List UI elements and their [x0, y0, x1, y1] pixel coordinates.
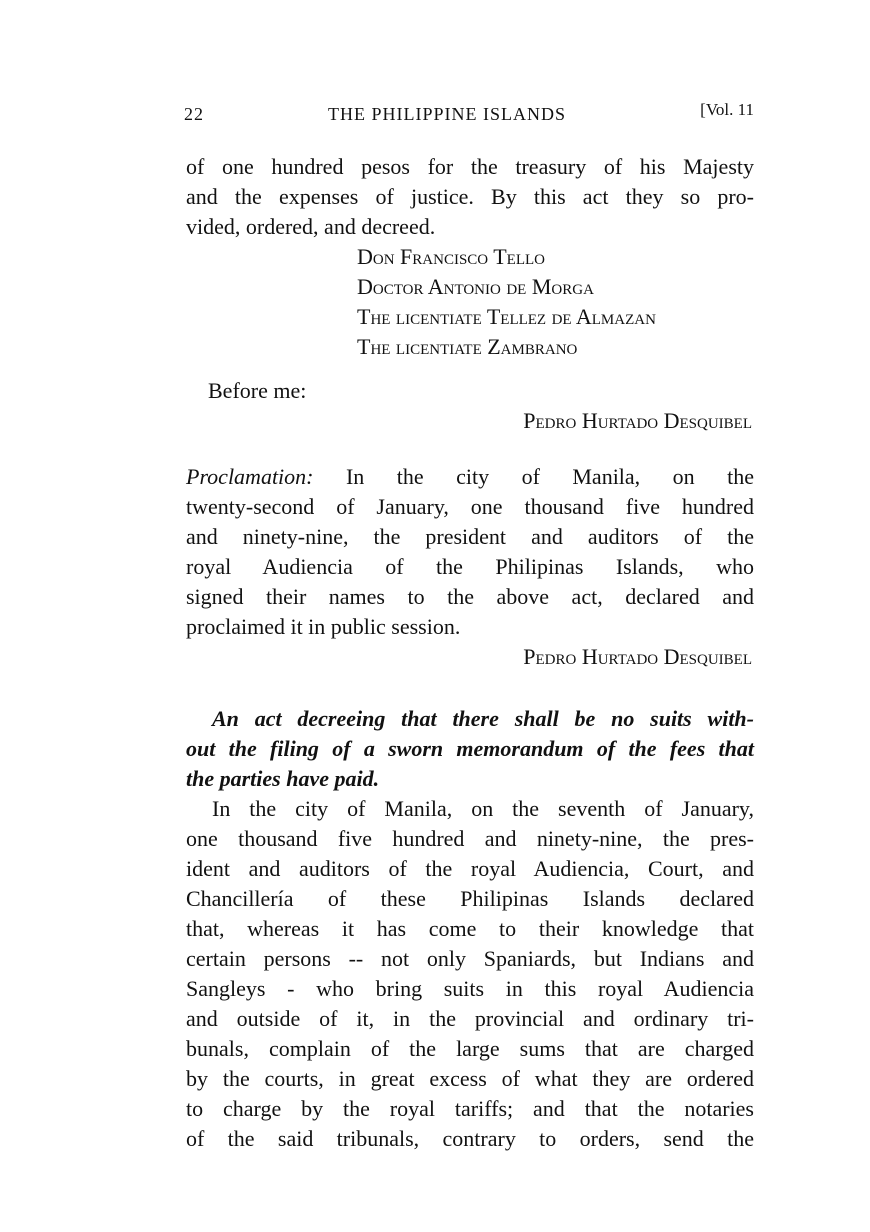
paragraph-intro: [186, 152, 754, 242]
signature-zambrano: The licentiate Zambrano: [357, 334, 578, 359]
signature-morga: Doctor Antonio de Morga: [357, 274, 594, 299]
text-line: vided, ordered, and decreed.: [186, 214, 436, 239]
running-title: THE PHILIPPINE ISLANDS: [328, 104, 566, 124]
text-line: signed their names to the above act, declared and: [186, 584, 754, 609]
act-heading: [186, 704, 754, 794]
before-me: Before me:: [208, 378, 307, 403]
text-line: royal Audiencia of the Philipinas Islands, who: [186, 554, 754, 579]
text-line: that, whereas it has come to their knowledge that: [186, 916, 754, 941]
page-number: 22: [184, 104, 204, 124]
notary-signature: Pedro Hurtado Desquibel: [523, 644, 752, 669]
text-line: In the city of Manila, on the seventh of January,: [212, 796, 754, 821]
proclamation-label: Proclamation:: [186, 464, 314, 489]
text-line: certain persons -- not only Spaniards, but Indians and: [186, 946, 754, 971]
text-line: proclaimed it in public session.: [186, 614, 461, 639]
paragraph-proclamation: [186, 462, 754, 642]
running-header: [184, 100, 754, 132]
paragraph-body: [186, 794, 754, 1154]
text-line: one thousand five hundred and ninety-nine, the pres-: [186, 826, 754, 851]
text-line: ident and auditors of the royal Audiencia, Court, and: [186, 856, 754, 881]
signature-almazan: The licentiate Tellez de Almazan: [357, 304, 656, 329]
volume-label: [Vol. 11: [700, 100, 754, 119]
notary-signature: Pedro Hurtado Desquibel: [523, 408, 752, 433]
text-line: bunals, complain of the large sums that are charged: [186, 1036, 754, 1061]
text-line: and ninety-nine, the president and auditors of the: [186, 524, 754, 549]
text-line: and outside of it, in the provincial and ordinary tri-: [186, 1006, 754, 1031]
text-line: to charge by the royal tariffs; and that the notaries: [186, 1096, 754, 1121]
heading-line: An act decreeing that there shall be no suits with-: [212, 706, 754, 731]
signature-tello: Don Francisco Tello: [357, 244, 545, 269]
text-line: Chancillería of these Philipinas Islands declared: [186, 886, 754, 911]
text-line: of one hundred pesos for the treasury of his Majesty: [186, 154, 754, 179]
text-line: by the courts, in great excess of what they are ordered: [186, 1066, 754, 1091]
text-line: of the said tribunals, contrary to orders, send the: [186, 1126, 754, 1151]
text-line: Sangleys - who bring suits in this royal Audiencia: [186, 976, 754, 1001]
text-line: and the expenses of justice. By this act they so pro-: [186, 184, 754, 209]
heading-line: the parties have paid.: [186, 766, 380, 791]
text-line: twenty-second of January, one thousand five hundred: [186, 494, 754, 519]
heading-line: out the filing of a sworn memorandum of the fees that: [186, 736, 754, 761]
text-line: Proclamation: In the city of Manila, on the: [186, 464, 754, 489]
